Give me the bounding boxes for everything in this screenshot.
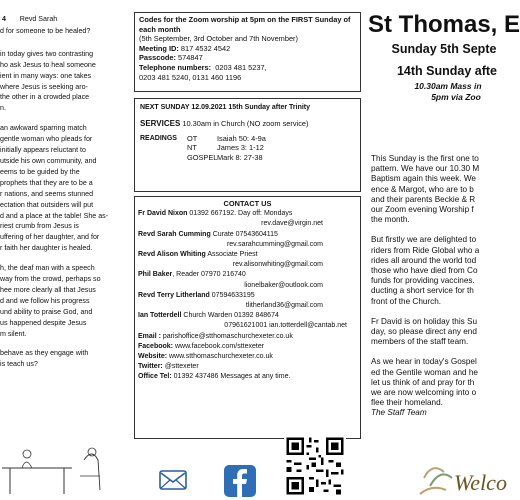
- left-column: [0, 0, 128, 500]
- contact-email[interactable]: lionelbaker@outlook.com: [244, 281, 323, 289]
- contact-row: [138, 291, 357, 301]
- notice-paragraph-4: As we hear in today's Gospel ed the Gentile woman and he let us think of and pray for th we are now welcoming into o flee their homeland.: [371, 357, 478, 408]
- contact-name: Fr David Nixon: [138, 210, 188, 218]
- office-row: [138, 372, 357, 382]
- reading-book: NT: [187, 143, 197, 153]
- liturgical-sunday: 14th Sunday afte: [396, 64, 498, 78]
- parish-email-link[interactable]: parishoffice@stthomaschurchexeter.co.uk: [160, 332, 293, 340]
- qr-code-icon[interactable]: [284, 435, 346, 497]
- twitter-label: Twitter:: [138, 363, 163, 371]
- contact-row: [138, 250, 357, 260]
- zoom-telephone-more: 0203 481 5240, 0131 460 1196: [139, 72, 242, 82]
- services-line: [140, 119, 355, 129]
- reflection-header: [0, 14, 128, 25]
- signature: The Staff Team: [371, 408, 427, 418]
- contact-email[interactable]: rev.sarahcumming@gmail.com: [226, 240, 323, 248]
- zoom-title: Codes for the Zoom worship at 5pm on the FIRST Sunday of each month: [139, 15, 351, 34]
- reflection-author: Revd Sarah: [19, 15, 58, 23]
- contact-name: Revd Sarah Cumming: [138, 230, 211, 238]
- parish-email-row: [138, 332, 357, 342]
- facebook-row: [138, 342, 357, 352]
- services-label: SERVICES: [140, 118, 181, 128]
- notice-paragraph-2: But firstly we are delighted to riders from Ride Global who a rides all around the world tod those who have died from Co funds for providing vaccines. ducting a short service for th front of the Church.: [371, 235, 480, 306]
- reading-ref: Mark 8: 27-38: [217, 152, 263, 162]
- contact-email[interactable]: 07961621001 ian.totterdell@cantab.net: [224, 322, 347, 330]
- zoom-dates: (5th September, 3rd October and 7th November): [139, 34, 298, 44]
- twitter-link[interactable]: @sttexeter: [162, 363, 199, 371]
- contact-email[interactable]: rev.dave@virgin.net: [261, 220, 323, 228]
- church-title: St Thomas, E: [368, 11, 520, 38]
- reflection-paragraph-1: in today gives two contrasting ho ask Jesus to heal someone ient in many ways: one takes where Jesus is seeking aro- the other in a crowded place n.: [0, 49, 96, 113]
- zoom-telephone: [139, 63, 356, 73]
- reading-ref: Isaiah 50: 4-9a: [217, 134, 266, 144]
- website-label: Website:: [138, 353, 168, 361]
- passcode-value: 574847: [178, 53, 203, 63]
- notices-body: [371, 154, 511, 429]
- reflection-paragraph-4: behave as they engage with is teach us?: [0, 349, 89, 369]
- contact-row: [138, 209, 357, 219]
- mass-time: 10.30am Mass in: [414, 81, 482, 91]
- website-link[interactable]: www.stthomaschurchexeter.co.uk: [167, 353, 273, 361]
- twitter-row: [138, 362, 357, 372]
- zoom-codes-box: [134, 12, 361, 92]
- email-label: Email :: [138, 332, 161, 340]
- facebook-label: Facebook:: [138, 342, 174, 350]
- contact-detail: 01392 667192. Day off: Mondays: [187, 210, 293, 218]
- contact-email[interactable]: rev.alisonwhiting@gmail.com: [232, 261, 323, 269]
- meeting-id-label: Meeting ID:: [139, 43, 179, 53]
- facebook-icon[interactable]: [224, 465, 256, 497]
- right-column: [368, 11, 520, 103]
- zoom-passcode: [139, 53, 356, 63]
- reading-book: OT: [187, 134, 198, 144]
- services-text: 10.30am in Church (NO zoom service): [182, 118, 309, 128]
- reading-book: GOSPEL: [187, 152, 218, 162]
- contact-name: Revd Terry Litherland: [138, 291, 210, 299]
- notice-paragraph-1: This Sunday is the first one to pattern. We have our 10.30 M Baptism again this week. We ence & Margot, who are to b and their parents Beckie & R our Zoom evening Worship f the month.: [371, 154, 480, 225]
- zoom-time: 5pm via Zoo: [431, 92, 481, 102]
- notice-paragraph-3: Fr David is on holiday this Su day, so please direct any end members of the staff team.: [371, 316, 478, 347]
- table-illustration: [2, 446, 112, 496]
- office-label: Office Tel:: [138, 373, 172, 381]
- contact-row: [138, 230, 357, 240]
- contact-box: [134, 196, 361, 439]
- welcome-text: Welco: [454, 470, 507, 495]
- reflection-question: d for someone to be healed?: [0, 26, 91, 35]
- contact-detail: 07594633195: [209, 291, 255, 299]
- contact-name: Revd Alison Whiting: [138, 251, 206, 259]
- next-sunday-box: [134, 98, 361, 192]
- reflection-paragraph-2: an awkward sparring match gentle woman who pleads for initially appears reluctant to utside his own community, and eems to be guided by the prophets that they are to be a r nations, and seems stunned ectation that outsiders will put d and a place at the table! She as- riest crumb from Jesus is uffering of her daughter, and for r faith her daughter is healed.: [0, 124, 109, 253]
- contact-name: Phil Baker: [138, 271, 173, 279]
- reading-ref: James 3: 1-12: [217, 143, 264, 153]
- zoom-meeting-id: [139, 44, 356, 54]
- contact-detail: , Reader 07970 216740: [172, 271, 246, 279]
- reflection-number: 4: [2, 15, 6, 23]
- contact-detail: Associate Priest: [205, 251, 258, 259]
- mail-icon[interactable]: [159, 467, 187, 493]
- telephone-value-1: 0203 481 5237,: [215, 62, 267, 72]
- readings-label: READINGS: [140, 135, 177, 143]
- readings-grid: [140, 134, 355, 162]
- reflection-paragraph-3: h, the deaf man with a speech way from the crowd, perhaps so hee more clearly all that Jesus d and we follow his progress und ability to praise God, and us happened despite Jesus m silent.: [0, 264, 101, 338]
- meeting-id-value: 817 4532 4542: [180, 43, 231, 53]
- telephone-label: Telephone numbers:: [139, 62, 212, 72]
- contact-heading: CONTACT US: [223, 199, 272, 208]
- contact-detail: Curate 07543604115: [210, 230, 278, 238]
- facebook-link[interactable]: www.facebook.com/sttexeter: [173, 342, 265, 350]
- passcode-label: Passcode:: [139, 53, 176, 63]
- middle-column: [134, 12, 361, 439]
- contact-row: [138, 311, 357, 321]
- next-sunday-heading: NEXT SUNDAY 12.09.2021 15th Sunday after Trinity: [140, 104, 311, 111]
- contact-name: Ian Totterdell: [138, 312, 182, 320]
- contact-detail: Church Warden 01392 848674: [181, 312, 279, 320]
- website-row: [138, 352, 357, 362]
- icon-strip: [134, 463, 361, 499]
- contact-email[interactable]: tlitherland36@gmail.com: [245, 302, 323, 310]
- office-tel: 01392 437486 Messages at any time.: [171, 373, 291, 381]
- service-date: Sunday 5th Septe: [391, 42, 497, 56]
- contact-row: [138, 270, 357, 280]
- welcome-graphic: [420, 456, 520, 500]
